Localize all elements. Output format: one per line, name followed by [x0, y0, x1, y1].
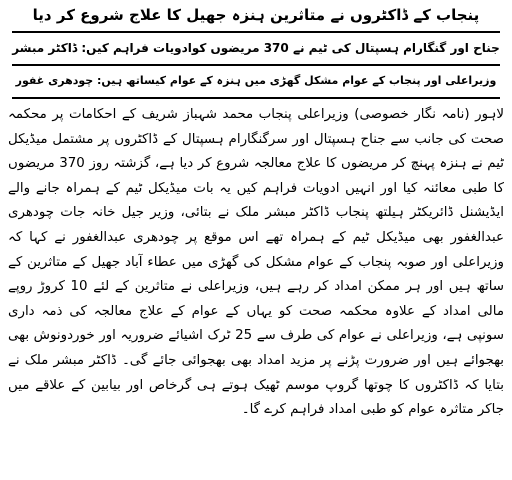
main-headline: پنجاب کے ڈاکٹروں نے متاثرین ہنزہ جھیل کا علاج شروع کر دیا — [32, 6, 480, 24]
sub-headline-2: وزیراعلی اور پنجاب کے عوام مشکل گھڑی میں ہنزہ کے عوام کیساتھ ہیں: چودھری غفور — [15, 74, 497, 87]
sub-headline-1: جناح اور گنگارام ہسپتال کی ٹیم نے 370 مریضوں کوادویات فراہم کیں: ڈاکٹر مبشر — [12, 41, 500, 55]
headline-divider — [12, 97, 500, 99]
headline-divider — [12, 64, 500, 66]
article-body: لاہور (نامہ نگار خصوصی) وزیراعلی پنجاب محمد شہباز شریف کے احکامات پر محکمہ صحت کی جانب سے جناح ہسپتال اور سرگنگارام ہسپتال کے ڈاکٹروں پر مشتمل میڈیکل ٹیم نے ہنزہ پہنچ کر مریضوں کا علاج معالجہ شروع کر دیا ہے، گزشتہ روز 370 مریضوں کا طبی معائنہ کیا اور انہیں ادویات فراہم کیں یہ بات میڈیکل ٹیم کے ہمراہ جانے والے ایڈیشنل ڈائریکٹر ہیلتھ پنجاب ڈاکٹر مبشر ملک نے بتائی، وزیر جیل خانہ جات چودھری عبدالغفور بھی میڈیکل ٹیم کے ہمراہ تھے اس موقع پر چودھری عبدالغفور نے کہا کہ وزیراعلی اور صوبہ پنجاب کے عوام مشکل کی گھڑی میں عطاء آباد جھیل کے متاثرین کے ساتھ ہیں اور ہر ممکن امداد کر رہے ہیں، وزیراعلی نے متاثرین کے لئے 10 کروڑ روپے مالی امداد کے علاوہ محکمہ صحت کو یہاں کے عوام کے علاج معالجہ کی ذمہ داری سونپی ہے، وزیراعلی نے عوام کی طرف سے 25 ٹرک اشیائے ضروریہ اور خوردونوش بھی بھجوائے ہیں اور ضرورت پڑنے پر مزید امداد بھی بھجوائی جائے گی۔ ڈاکٹر مبشر ملک نے بتایا کہ ڈاکٹروں کا چوتھا گروپ موسم ٹھیک ہوتے ہی گرخاص اور بیابین کے علاقے میں جاکر متاثرہ عوام کو طبی امداد فراہم کرے گا۔ — [8, 107, 504, 418]
headline-divider — [12, 31, 500, 33]
